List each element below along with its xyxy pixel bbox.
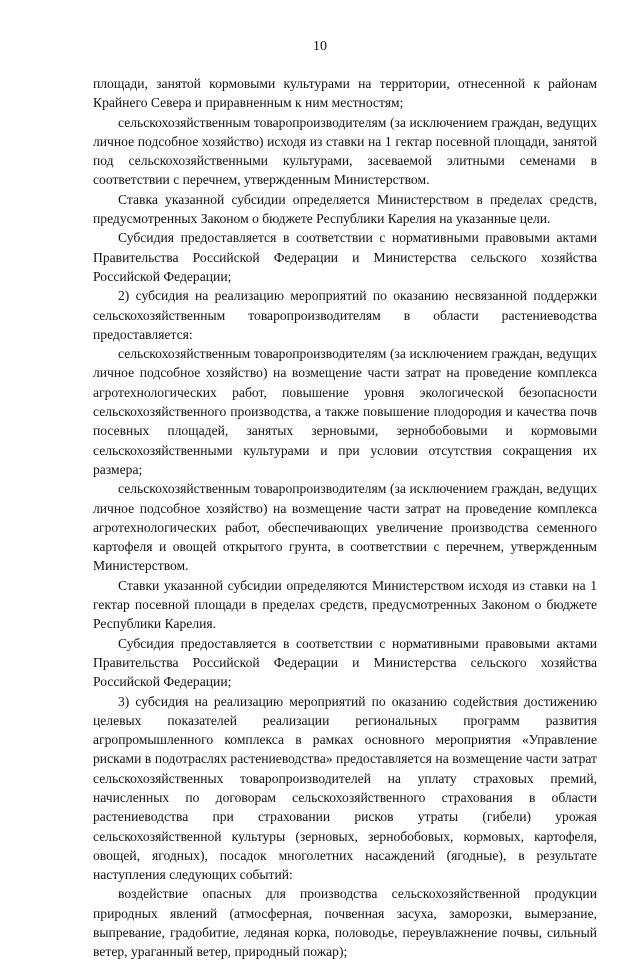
page-number: 10 bbox=[313, 39, 327, 54]
paragraph: сельскохозяйственным товаропроизводителям (за исключением граждан, ведущих личное подсобное хозяйство) на возмещение части затрат на проведение комплекса агротехнологических работ, повышение уровня экологической безопасности сельскохозяйственного производства, а также повышение плодородия и качества почв посевных площадей, занятых зерновыми, зернобобовыми и кормовыми сельскохозяйственными культурами и при условии отсутствия сокращения их размера; bbox=[93, 346, 597, 477]
paragraph: сельскохозяйственным товаропроизводителям (за исключением граждан, ведущих личное подсобное хозяйство) исходя из ставки на 1 гектар посевной площади, занятой под сельскохозяйственными культурами, засеваемой элитными семенами в соответствии с перечнем, утвержденным Министерством. bbox=[93, 114, 597, 188]
paragraph: Ставки указанной субсидии определяются Министерством исходя из ставки на 1 гектар посевной площади в пределах средств, предусмотренных Законом о бюджете Республики Карелия. bbox=[93, 577, 597, 632]
paragraph: Субсидия предоставляется в соответствии с нормативными правовыми актами Правительства Российской Федерации и Министерства сельского хозяйства Российской Федерации; bbox=[93, 635, 597, 690]
paragraph: сельскохозяйственным товаропроизводителям (за исключением граждан, ведущих личное подсобное хозяйство) на возмещение части затрат на проведение комплекса агротехнологических работ, обеспечивающих увеличение производства семенного картофеля и овощей открытого грунта, в соответствии с перечнем, утвержденным Министерством. bbox=[93, 481, 597, 574]
paragraph: 2) субсидия на реализацию мероприятий по оказанию несвязанной поддержки сельскохозяйственным товаропроизводителям в области растениеводства предоставляется: bbox=[93, 288, 597, 342]
paragraph: Субсидия предоставляется в соответствии с нормативными правовыми актами Правительства Российской Федерации и Министерства сельского хозяйства Российской Федерации; bbox=[93, 230, 597, 284]
paragraph: воздействие опасных для производства сельскохозяйственной продукции природных явлений (атмосферная, почвенная засуха, заморозки, вымерзание, выпревание, градобитие, ледяная корка, половодье, переувлажнение почвы, сильный ветер, ураганный ветер, природный пожар); bbox=[93, 886, 597, 960]
paragraph: Ставка указанной субсидии определяется Министерством в пределах средств, предусмотренных Законом о бюджете Республики Карелия на указанные цели. bbox=[93, 191, 597, 227]
paragraph: 3) субсидия на реализацию мероприятий по оказанию содействия достижению целевых показателей реализации региональных программ развития агропромышленного комплекса в рамках основного мероприятия «Управление рисками в подотраслях растениеводства» предоставляется на возмещение части затрат сельскохозяйственных товаропроизводителей на уплату страховых премий, начисленных по договорам сельскохозяйственного страхования в области растениеводства при страховании рисков утраты (гибели) урожая сельскохозяйственной культуры (зерновых, зернобобовых, кормовых, картофеля, овощей, ягодных), посадок многолетних насаждений (ягодные), в результате наступления следующих событий: bbox=[93, 693, 597, 883]
body-text bbox=[93, 74, 597, 962]
paragraph: площади, занятой кормовыми культурами на территории, отнесенной к районам Крайнего Севера и приравненным к ним местностям; bbox=[93, 76, 597, 111]
